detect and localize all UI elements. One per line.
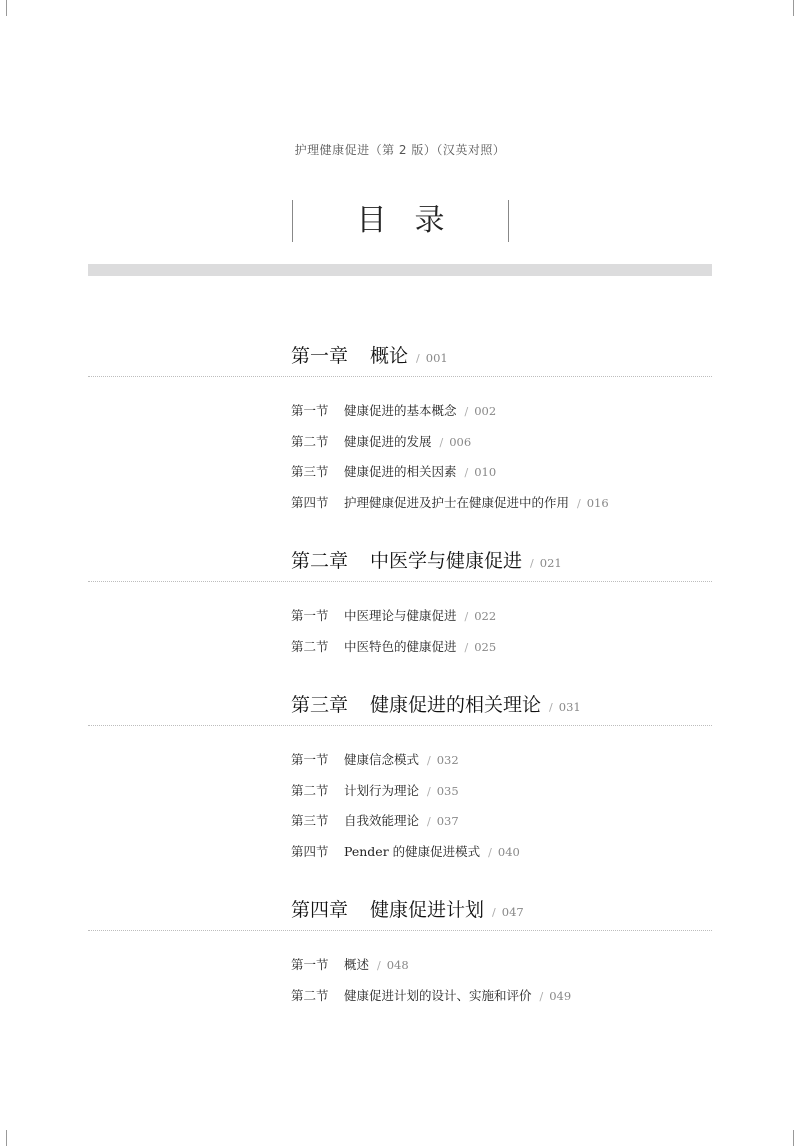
chapter-number: 第四章: [291, 899, 349, 921]
chapter-title: 概论: [370, 345, 409, 367]
section-page-number: 022: [474, 609, 497, 623]
page-separator: /: [577, 496, 581, 510]
page-separator: /: [464, 610, 469, 623]
section-number: 第二节: [291, 987, 329, 1003]
chapter-heading: [291, 690, 581, 717]
section-title: 健康信念模式: [344, 752, 420, 767]
page-separator: /: [539, 989, 544, 1003]
section-number: 第一节: [291, 608, 329, 623]
section-list: [0, 375, 800, 538]
chapter-number: 第三章: [291, 694, 349, 716]
chapter-title: 健康促进的相关理论: [370, 694, 542, 716]
chapter-page-number: 001: [425, 351, 448, 365]
section-entry[interactable]: [0, 776, 800, 807]
chapter-number: 第二章: [291, 550, 349, 572]
crop-mark-top-left: [6, 0, 7, 16]
chapter-block: [0, 538, 800, 682]
section-number: 第二节: [291, 433, 329, 449]
section-entry[interactable]: [0, 950, 800, 981]
section-page-number: 006: [449, 434, 472, 449]
section-page-number: 049: [549, 988, 572, 1003]
section-list: [0, 724, 800, 887]
section-entry[interactable]: [0, 745, 800, 776]
header-divider-band: [88, 264, 712, 276]
section-entry[interactable]: [0, 632, 800, 663]
section-number: 第一节: [291, 403, 329, 418]
crop-mark-bottom-left: [6, 1130, 7, 1146]
section-page-number: 037: [436, 814, 459, 828]
section-entry[interactable]: [0, 981, 800, 1012]
page-separator: /: [464, 640, 469, 654]
section-entry[interactable]: [0, 488, 800, 519]
chapter-entry[interactable]: [0, 333, 800, 375]
section-number: 第四节: [291, 494, 329, 510]
page-separator: /: [439, 435, 444, 449]
chapter-entry[interactable]: [0, 538, 800, 580]
section-number: 第一节: [291, 752, 329, 767]
section-page-number: 040: [497, 844, 520, 859]
chapter-page-number: 021: [539, 556, 562, 570]
section-page-number: 016: [586, 495, 609, 510]
chapter-block: [0, 887, 800, 1031]
section-number: 第四节: [291, 843, 329, 859]
section-entry[interactable]: [0, 427, 800, 458]
section-page-number: 048: [386, 958, 409, 972]
chapter-title: 健康促进计划: [370, 899, 485, 921]
page-separator: /: [427, 815, 431, 828]
dotted-divider: [88, 376, 712, 377]
section-title: 护理健康促进及护士在健康促进中的作用: [344, 494, 570, 510]
section-list: [0, 929, 800, 1031]
crop-mark-bottom-right: [793, 1130, 794, 1146]
dotted-divider: [88, 581, 712, 582]
section-title: 健康促进计划的设计、实施和评价: [344, 987, 532, 1003]
chapter-block: [0, 333, 800, 538]
book-title: 护理健康促进（第 2 版）（汉英对照）: [294, 143, 506, 157]
section-page-number: 032: [436, 753, 459, 767]
section-entry[interactable]: [0, 601, 800, 632]
chapter-heading: [291, 341, 448, 368]
section-page-number: 035: [436, 783, 459, 798]
section-number: 第一节: [291, 957, 329, 972]
chapter-page-number: 031: [558, 700, 581, 714]
section-title: Pender 的健康促进模式: [344, 843, 481, 859]
dotted-divider: [88, 725, 712, 726]
chapter-entry[interactable]: [0, 682, 800, 724]
chapter-heading: [291, 895, 524, 922]
section-title: 自我效能理论: [344, 813, 420, 828]
section-list: [0, 580, 800, 682]
section-title: 概述: [344, 957, 370, 972]
page-separator: /: [427, 784, 431, 798]
section-title: 中医理论与健康促进: [344, 608, 457, 623]
section-page-number: 002: [474, 404, 497, 418]
section-entry[interactable]: [0, 806, 800, 837]
section-title: 计划行为理论: [344, 782, 420, 798]
page-separator: /: [464, 466, 469, 479]
table-of-contents: [0, 333, 800, 1031]
page-separator: /: [492, 906, 496, 919]
section-number: 第二节: [291, 782, 329, 798]
page-separator: /: [549, 701, 553, 714]
page-separator: /: [416, 352, 420, 365]
section-number: 第三节: [291, 464, 329, 479]
section-title: 中医特色的健康促进: [344, 638, 457, 654]
chapter-heading: [291, 546, 562, 573]
section-number: 第三节: [291, 813, 329, 828]
section-title: 健康促进的发展: [344, 433, 432, 449]
section-page-number: 025: [474, 639, 497, 654]
crop-mark-top-right: [793, 0, 794, 16]
page-separator: /: [488, 845, 492, 859]
section-number: 第二节: [291, 638, 329, 654]
page-separator: /: [377, 959, 381, 972]
chapter-title: 中医学与健康促进: [370, 550, 523, 572]
chapter-entry[interactable]: [0, 887, 800, 929]
page-separator: /: [530, 557, 534, 570]
chapter-page-number: 047: [501, 905, 524, 919]
page-separator: /: [464, 405, 469, 418]
section-page-number: 010: [474, 465, 497, 479]
section-entry[interactable]: [0, 396, 800, 427]
section-entry[interactable]: [0, 837, 800, 868]
chapter-block: [0, 682, 800, 887]
toc-title: 目录: [292, 200, 509, 242]
chapter-number: 第一章: [291, 345, 349, 367]
section-title: 健康促进的相关因素: [344, 464, 457, 479]
section-entry[interactable]: [0, 457, 800, 488]
section-title: 健康促进的基本概念: [344, 403, 457, 418]
page-separator: /: [427, 754, 431, 767]
dotted-divider: [88, 930, 712, 931]
